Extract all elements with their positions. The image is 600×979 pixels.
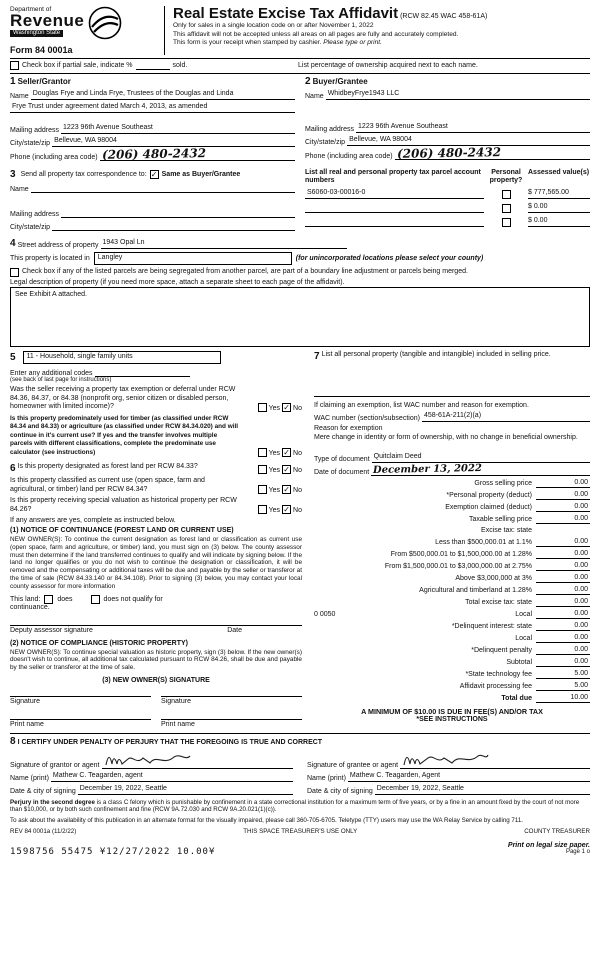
seller-phone-field[interactable] [100,146,295,162]
this-land-label: This land: [10,595,41,603]
section-property [10,238,590,347]
header-note-3: This form is your receipt when stamped by cashier. Please type or print. [173,39,382,46]
parcel-row [305,217,590,227]
tax-line-label: Total excise tax: state [465,598,532,606]
grantor-print-name-label: Name (print) [10,774,49,782]
located-in-label: This property is located in [10,255,90,262]
street-address-label: Street address of property [17,242,99,249]
q-yes-checkbox[interactable] [258,485,267,494]
local-tax-value[interactable]: 0.00 [536,610,590,620]
section-2-number: 2 [305,76,311,87]
buyer-csz-field[interactable]: Bellevue, WA 98004 [347,136,590,146]
alternate-format-notice: To ask about the availability of this publication in an alternate format for the visually impaired, please call 360-705-6705. Teletype (TTY) users may use the WA Relay Service by calling 711. [10,816,524,824]
tax-line-label: Subtotal [506,658,532,666]
buyer-name-label: Name [305,93,324,100]
personal-property-checkbox[interactable] [502,218,511,227]
q-no-checkbox[interactable]: ✓ [283,465,290,474]
date-of-document-handwriting: December 13, 2022 [373,463,483,476]
grantor-signature-image [104,752,192,768]
owner-signature-label: Signature [10,697,40,705]
delinquent-interest-state-value[interactable]: 0.00 [536,622,590,632]
partial-percent-field[interactable] [136,61,170,70]
tax-line-label: From $1,500,000.01 to $3,000,000.00 at 2.75% [384,562,532,570]
section-8-number: 8 [10,735,16,747]
tax-line-label: *Personal property (deduct) [446,491,532,499]
legal-description-label: Legal description of property (if you need more space, attach a separate sheet to each page of the affidavit). [10,279,345,286]
minimum-fee-note: A MINIMUM OF $10.00 IS DUE IN FEE(S) AND/OR TAX [361,707,543,716]
type-of-document-field[interactable]: Quitclaim Deed [372,453,590,463]
tax-line-label: Above $3,000,000 at 3% [455,574,532,582]
seller-name-field[interactable]: Douglas Frye and Linda Frye, Trustees of the Douglas and Linda [31,90,295,100]
certify-statement: I CERTIFY UNDER PENALTY OF PERJURY THAT THE FOREGOING IS TRUE AND CORRECT [17,738,323,746]
personal-property-checkbox[interactable] [502,204,511,213]
exemption-claimed-value[interactable]: 0.00 [536,503,590,513]
correspondence-label: Send all property tax correspondence to: [20,171,147,178]
tax-line-label: Agricultural and timberland at 1.28% [419,586,532,594]
tax-line-label: *Delinquent penalty [471,646,532,654]
section-use-code [10,351,302,457]
section-correspondence [10,169,295,231]
wac-number-label: WAC number (section/subsection) [314,415,420,422]
seller-phone-label: Phone (including area code) [10,154,98,161]
section-4-number: 4 [10,238,16,249]
date-of-document-field[interactable] [371,463,590,476]
location-code: 0 0050 [314,610,336,618]
tax-line-label: Taxable selling price [468,515,532,523]
section-buyer [305,76,590,161]
personal-property-col-header: Personal property? [489,169,523,184]
see-instructions-note: *SEE INSTRUCTIONS [416,716,488,723]
page-title: Real Estate Excise Tax Affidavit [173,5,399,22]
revenue-wordmark: Revenue [10,11,85,30]
predominate-use-question: Is this property predominately used for timber (as classified under RCW 84.34 and 84.33) or agriculture (as classified under RCW 84.34.020) and will continue in it's current use? If yes and the transfer involves multiple parcels with different classifications, complete the predominate use calculator (see instructions) [10,414,239,456]
parcel-row [305,189,590,199]
current-use-question: Is this property classified as current use (open space, farm and agricultural, or timber) land per RCW 84.34? [10,477,205,493]
corr-name-label: Name [10,186,29,193]
owner-signature-label: Signature [161,697,191,705]
assessed-value-field[interactable]: $ 0.00 [528,203,590,213]
corr-csz-field[interactable] [52,221,295,231]
q-yes-checkbox[interactable] [258,403,267,412]
tax-line-label: From $500,000.01 to $1,500,000.00 at 1.28% [390,550,532,558]
grantee-signature-field[interactable] [400,752,590,769]
section-7-number: 7 [314,351,320,362]
ownership-percentage-note: List percentage of ownership acquired next to each name. [298,62,478,69]
delinquent-interest-local-value[interactable]: 0.00 [536,634,590,644]
section-tax [314,351,590,728]
grantee-signature-image [402,752,490,768]
seller-csz-label: City/state/zip [10,140,51,147]
legal-description-box[interactable] [10,287,590,347]
legal-description-value: See Exhibit A attached. [15,291,87,298]
cashier-stamp: 1598756 55475 ¥12/27/2022 10.00¥ [10,847,216,858]
section-6-number: 6 [10,463,16,474]
tax-line-label: *State technology fee [465,670,532,678]
tier4-tax-value[interactable]: 0.00 [536,574,590,584]
seller-heading: Seller/Grantor [17,77,71,86]
parcel-row [305,203,590,213]
tax-line-label: Gross selling price [474,479,532,487]
personal-property-field[interactable] [314,362,590,397]
assessed-value-col-header: Assessed value(s) [528,169,590,176]
parcels-table [305,169,590,231]
total-due-value[interactable]: 10.00 [536,694,590,704]
partial-sale-checkbox[interactable] [10,61,19,70]
type-of-document-label: Type of document [314,456,370,463]
continuance-label: continuance. [10,603,50,611]
buyer-phone-handwriting: (206) 480-2432 [396,145,501,161]
section-3-number: 3 [10,169,16,180]
total-due-label: Total due [501,694,532,702]
excise-tax-state-label: Excise tax: state [481,526,532,534]
historic-property-question: Is this property receiving special valuation as historical property per RCW 84.26? [10,497,237,513]
buyer-phone-field[interactable] [395,145,590,161]
page-number: Page 1 o [565,849,590,856]
seller-phone-handwriting: (206) 480-2432 [101,146,206,162]
buyer-mailing-field[interactable]: 1223 96th Avenue Southeast [356,123,590,133]
corr-name-field[interactable] [31,183,295,193]
same-as-buyer-checkbox[interactable]: ✓ [150,170,158,179]
personal-property-checkbox[interactable] [502,190,511,199]
delinquent-penalty-value[interactable]: 0.00 [536,646,590,656]
seller-name-field-2[interactable]: Frye Trust under agreement dated March 4, 2013, as amended [10,103,295,113]
grantee-print-name-label: Name (print) [307,774,346,782]
exemption-deferral-question: Was the seller receiving a property tax exemption or deferral under RCW 84.36, 84.37, or 84.38 (nonprofit org, senior citizen or disabled person, homeowner with limited income)? [10,386,236,410]
q-yes-checkbox[interactable] [258,505,267,514]
q-no-checkbox[interactable]: ✓ [283,485,290,494]
reason-for-exemption-value[interactable]: Mere change in identity or form of ownership, with no change in beneficial ownership. [314,434,578,441]
tax-line-label: Affidavit processing fee [459,682,532,690]
total-excise-state-value[interactable]: 0.00 [536,598,590,608]
tax-line-label: Local [515,634,532,642]
owner-print-name-label: Print name [10,720,44,728]
additional-codes-field[interactable] [95,367,191,377]
buyer-phone-label: Phone (including area code) [305,153,393,160]
grantor-print-name-field[interactable]: Mathew C. Teagarden, agent [51,772,293,782]
deputy-date-label: Date [227,626,242,634]
dor-logo-block [10,6,160,55]
same-as-buyer-label: Same as Buyer/Grantee [161,171,241,178]
tier3-tax-value[interactable]: 0.00 [536,562,590,572]
footer [10,799,590,857]
section-5-number: 5 [10,352,16,363]
located-in-note: (for unincorporated locations please select your county) [295,255,484,262]
corr-csz-label: City/state/zip [10,224,51,231]
does-not-label: does not qualify for [103,595,163,603]
taxable-selling-price-value[interactable]: 0.00 [536,515,590,525]
dor-logo-icon [88,6,122,40]
section-certify [10,733,590,795]
q-yes-checkbox[interactable] [258,448,267,457]
if-yes-note: If any answers are yes, complete as instructed below. [10,517,176,524]
q-no-checkbox[interactable]: ✓ [283,402,290,412]
washington-state-label: Washington State [10,30,63,37]
section-seller [10,76,295,161]
buyer-heading: Buyer/Grantee [312,77,368,86]
agricultural-tax-value[interactable]: 0.00 [536,586,590,596]
affidavit-processing-fee-value[interactable]: 5.00 [536,682,590,692]
partial-sale-row [10,59,590,74]
parcels-col-header: List all real and personal property tax parcel account numbers [305,169,481,184]
gross-selling-price-value[interactable]: 0.00 [536,479,590,489]
rcw-reference: (RCW 82.45 WAC 458-61A) [400,13,488,20]
grantor-date-city-field[interactable]: December 19, 2022, Seattle [78,785,293,795]
grantor-date-city-label: Date & city of signing [10,787,76,795]
seller-mailing-field[interactable]: 1223 96th Avenue Southeast [61,124,295,134]
q-no-checkbox[interactable]: ✓ [283,448,290,457]
county-treasurer-label: COUNTY TREASURER [524,828,590,836]
street-address-field[interactable]: 1943 Opal Ln [101,239,348,249]
state-technology-fee-value[interactable]: 5.00 [536,670,590,680]
header-note-1: Only for sales in a single location code on or after November 1, 2022 [173,22,374,29]
seller-csz-field[interactable]: Bellevue, WA 98004 [52,137,295,147]
new-owners-signature-title: (3) NEW OWNER(S) SIGNATURE [102,676,210,684]
tax-line-label: *Delinquent interest: state [451,622,532,630]
does-label: does [57,595,73,603]
predominate-use-answer: Yes ✓ No [241,415,302,458]
seller-name-label: Name [10,93,29,100]
grantor-signature-field[interactable] [102,752,293,769]
grantee-date-city-field[interactable]: December 19, 2022, Seattle [375,785,590,795]
date-of-document-label: Date of document [314,469,370,476]
additional-codes-note: (see back of last page for instructions) [10,377,112,383]
dept-of-label: Department of [10,6,52,13]
header [10,6,590,59]
partial-sale-label: Check box if partial sale, indicate % [22,62,133,69]
tier1-tax-value[interactable]: 0.00 [536,538,590,548]
additional-codes-label: Enter any additional codes [10,370,93,377]
corr-mailing-label: Mailing address [10,211,60,218]
reason-for-exemption-label: Reason for exemption [314,425,383,432]
parcel-number-field[interactable] [305,203,484,213]
notice-continuance-body: NEW OWNER(S): To continue the current designation as forest land or classification as current use (open space, farm and agriculture, or timber) land, you must sign on (3) below. The county assessor must then determine if the land transferred continues to qualify and will indicate by signing below. If the land no longer qualifies or you do not wish to continue the designation or classification, it will be removed and the compensating or additional taxes will be due and payable by the seller or transferor at the time of sale (RCW 84.33.140 or 84.34.108). Prior to signing (3) below, you may contact your local county assessor for more information [10,536,302,590]
wac-number-field[interactable]: 458-61A-211(2)(a) [422,412,590,422]
tier2-tax-value[interactable]: 0.00 [536,550,590,560]
does-qualify-checkbox[interactable] [44,595,53,604]
tax-line-label: Exemption claimed (deduct) [445,503,532,511]
personal-property-deduct-value[interactable]: 0.00 [536,491,590,501]
notice-compliance-title: (2) NOTICE OF COMPLIANCE (HISTORIC PROPERTY) [10,639,188,647]
assessed-value-field[interactable]: $ 777,565.00 [528,189,590,199]
tax-line-label: Less than $500,000.01 at 1.1% [435,538,532,546]
q-yes-checkbox[interactable] [258,465,267,474]
assessed-value-field[interactable]: $ 0.00 [528,217,590,227]
grantor-signature-label: Signature of grantor or agent [10,761,100,769]
q-no-checkbox[interactable]: ✓ [283,505,290,514]
section-1-number: 1 [10,76,16,87]
buyer-name-field[interactable]: WhidbeyFrye1943 LLC [326,90,590,100]
subtotal-value[interactable]: 0.00 [536,658,590,668]
buyer-mailing-label: Mailing address [305,126,355,133]
treasurer-space-label: THIS SPACE TREASURER'S USE ONLY [243,828,358,836]
section-forest-land: 6 Is this property designated as forest land per RCW 84.33? Yes ✓ No Is this property classified as current use (open space, farm and agricultural, or timber) land per RCW 84.34? Yes ✓ No Is this property receiving special valuation as historical property per RCW 84.26? Yes ✓ No If any answers are yes, complete as instructed below. (1) NOTICE OF CONTINUANCE (FOREST LAND OR CURRENT USE) NEW OWNER(S): To continue the current designation as forest land or classification as current use (open space, farm and agriculture, or timber) land, you must sign on (3) below. The county assessor must then determine if the land transferred continues to qualify and will indicate by signing below. If the land no longer qualifies or you do not wish to continue the designation or classification, it will be removed and the compensating or additional taxes will be due and payable by the seller or transferor at the time of sale (RCW 84.33.140 or 84.34.108). Prior to signing (3) below, you may contact your local county assessor for more information This land: does does not qualify for continuance. Deputy assessor signature Date (2) NOTICE OF COMPLIANCE (HISTORIC PROPERTY) NEW OWNER(S): To continue special valuation as historic property, sign (3) below. If the new owner(s) doesn't wish to continue, all additional tax calculated pursuant to RCW 84.26, shall be due and payable by the seller or transferor at the time of sale. (3) NEW OWNER(S) SIGNATURE Signature Signature Print name Print name [10,463,302,728]
segregated-checkbox[interactable] [10,268,19,277]
location-select[interactable]: Langley [94,252,292,265]
deputy-assessor-signature-label: Deputy assessor signature [10,626,93,634]
perjury-notice: Perjury in the second degree is a class C felony which is punishable by confinement in a state correctional institution for a maximum term of five years, or by a fine in an amount fixed by the court of not more than $10,000, or by both such confinement and fine (RCW 9A.72.030 and RCW 9A.20.021(1)(c)). [10,798,580,814]
notice-compliance-body: NEW OWNER(S): To continue special valuation as historic property, sign (3) below. If the new owner(s) doesn't wish to continue, all additional tax calculated pursuant to RCW 84.26, shall be due and payable by the seller or transferor at the time of sale. [10,648,302,672]
grantee-signature-label: Signature of grantee or agent [307,761,399,769]
segregated-label: Check box if any of the listed parcels are being segregated from another parcel, are part of a boundary line adjustment or parcels being merged. [22,268,468,275]
tax-line-label: Local [515,610,532,618]
parcel-number-field[interactable] [305,217,484,227]
personal-property-intro: List all personal property (tangible and intangible) included in selling price. [321,351,551,358]
does-not-qualify-checkbox[interactable] [91,595,100,604]
grantee-date-city-label: Date & city of signing [307,787,373,795]
seller-mailing-label: Mailing address [10,127,60,134]
land-use-code-select[interactable]: 11 - Household, single family units [23,351,221,364]
exemption-intro: If claiming an exemption, list WAC number and reason for exemption. [314,402,529,409]
grantee-print-name-field[interactable]: Mathew C. Teagarden, Agent [348,772,590,782]
forest-land-question: Is this property designated as forest land per RCW 84.33? [17,463,198,470]
notice-continuance-title: (1) NOTICE OF CONTINUANCE (FOREST LAND OR CURRENT USE) [10,527,234,534]
exemption-deferral-answer: Yes ✓ No [241,386,302,412]
buyer-csz-label: City/state/zip [305,139,346,146]
rev-number: REV 84 0001a (11/2/22) [10,828,77,836]
partial-sold-label: sold. [172,62,188,69]
owner-print-name-label: Print name [161,720,195,728]
corr-mailing-field[interactable] [61,208,295,218]
form-number: Form 84 0001a [10,45,73,55]
parcel-number-field[interactable]: S6060-03-00016-0 [305,189,484,199]
print-legal-size-note: Print on legal size paper. [507,841,590,849]
header-note-2: This affidavit will not be accepted unless all areas on all pages are fully and accurately completed. [173,30,459,38]
